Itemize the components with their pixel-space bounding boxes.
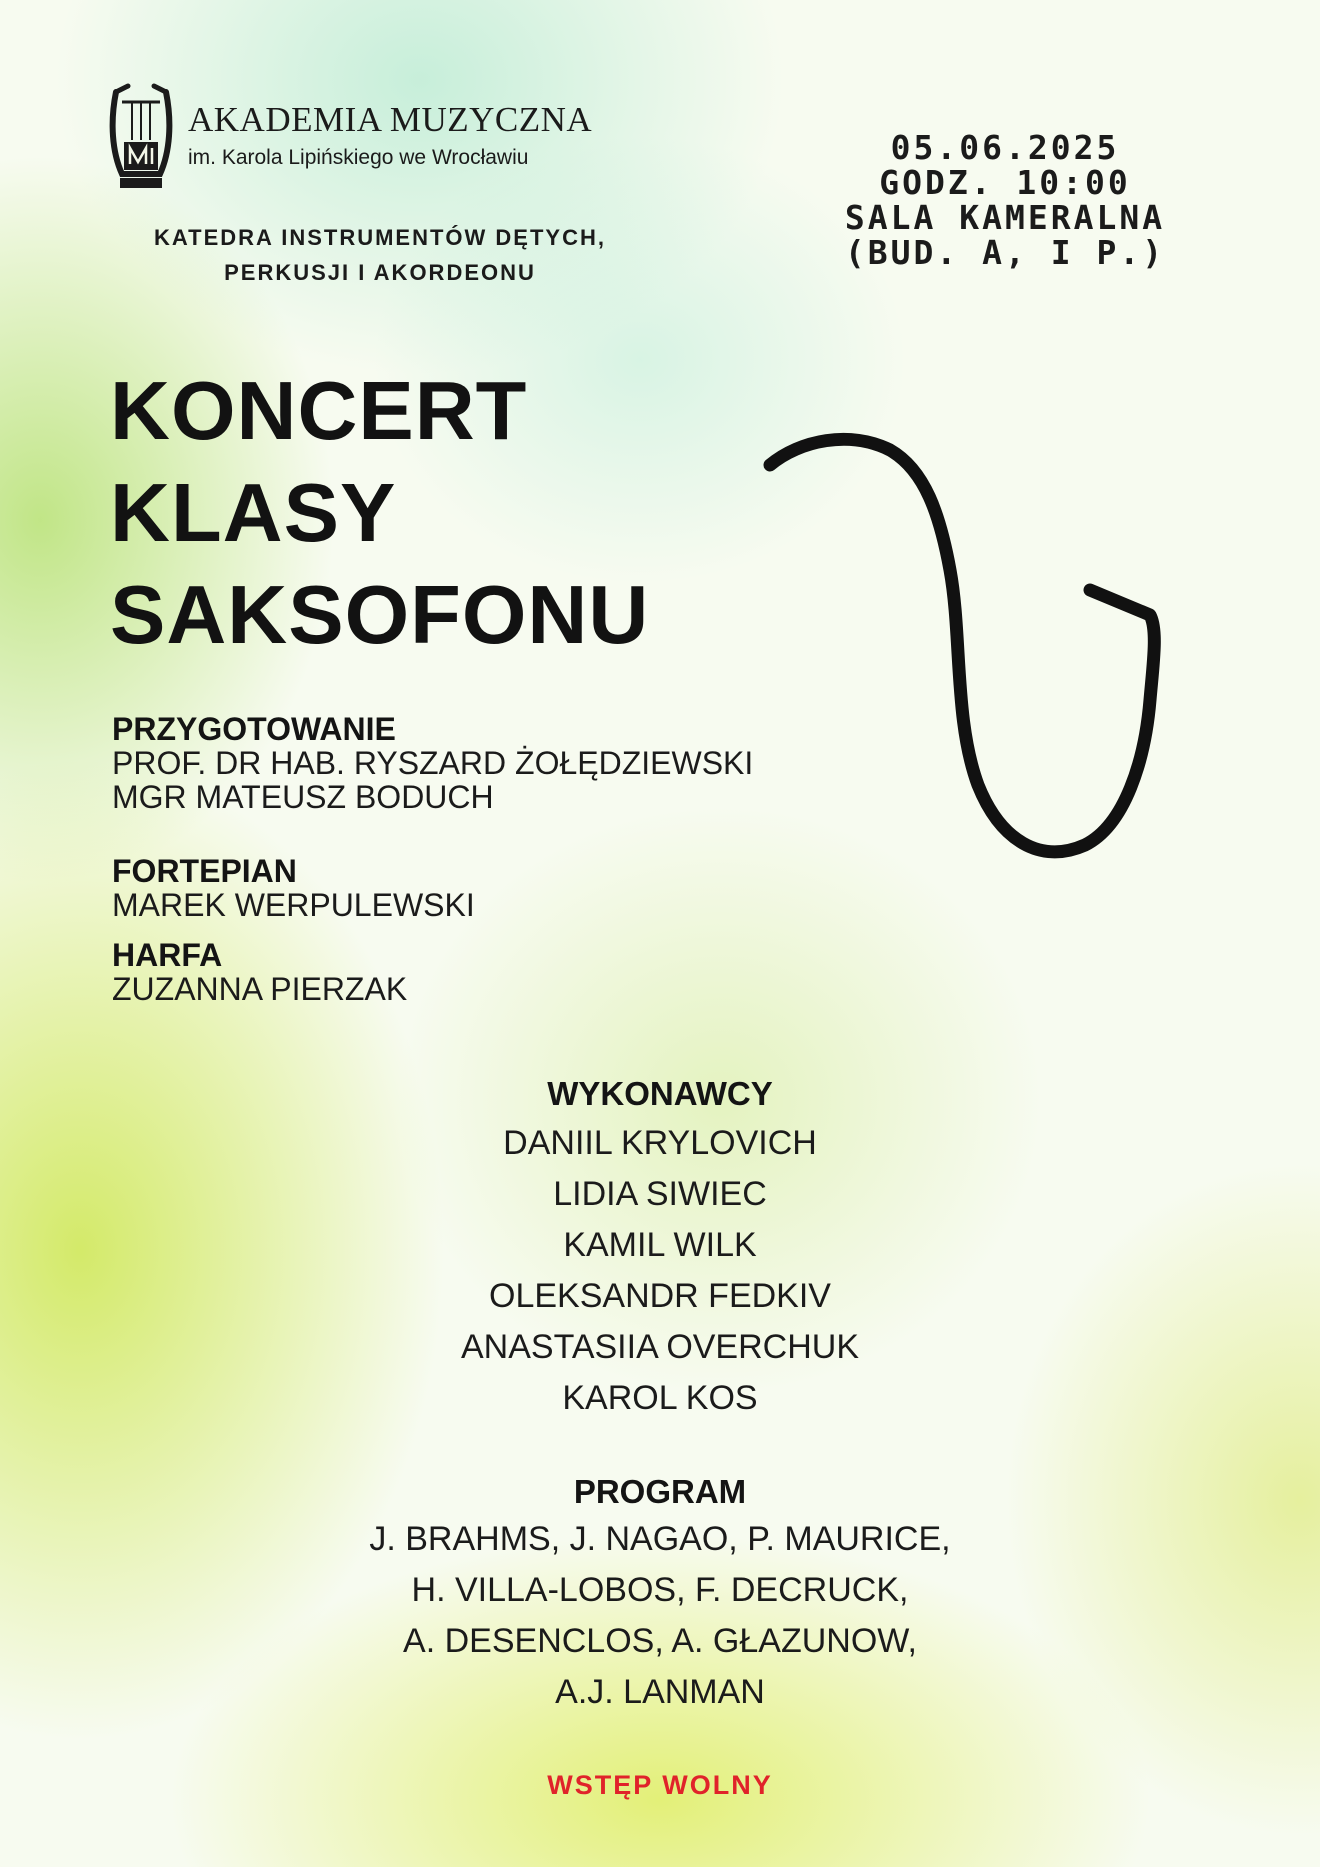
title-line: KLASY <box>110 466 397 559</box>
event-venue: SALA KAMERALNA <box>844 198 1166 237</box>
performer-name: DANIIL KRYLOVICH <box>503 1124 817 1162</box>
credits-section <box>112 712 753 1006</box>
department-line: KATEDRA INSTRUMENTÓW DĘTYCH, <box>154 225 606 250</box>
department-line: PERKUSJI I AKORDEONU <box>224 260 536 285</box>
performer-name: OLEKSANDR FEDKIV <box>489 1277 831 1315</box>
piano-name: MAREK WERPULEWSKI <box>112 887 475 923</box>
free-admission-label: WSTĘP WOLNY <box>547 1770 773 1800</box>
performer-name: KAROL KOS <box>562 1379 758 1417</box>
title-line: SAKSOFONU <box>110 568 650 661</box>
title-line: KONCERT <box>110 364 528 457</box>
piano-heading: FORTEPIAN <box>112 853 297 889</box>
lyre-icon <box>108 82 174 192</box>
performer-name: KAMIL WILK <box>563 1226 757 1264</box>
preparation-name: PROF. DR HAB. RYSZARD ŻOŁĘDZIEWSKI <box>112 745 754 781</box>
event-info <box>780 130 1230 270</box>
program-line: A.J. LANMAN <box>555 1673 765 1711</box>
performers-heading: WYKONAWCY <box>547 1075 773 1112</box>
program-section <box>200 1470 1120 1718</box>
event-time: GODZ. 10:00 <box>879 163 1131 202</box>
event-date: 05.06.2025 <box>890 128 1120 167</box>
concert-title <box>110 360 649 666</box>
program-heading: PROGRAM <box>573 1473 747 1510</box>
preparation-heading: PRZYGOTOWANIE <box>112 711 396 747</box>
program-line: J. BRAHMS, J. NAGAO, P. MAURICE, <box>369 1520 951 1558</box>
academy-name: AKADEMIA MUZYCZNA <box>188 100 593 139</box>
academy-logo <box>108 82 592 192</box>
harp-name: ZUZANNA PIERZAK <box>112 971 408 1007</box>
preparation-name: MGR MATEUSZ BODUCH <box>112 779 494 815</box>
performers-section <box>260 1070 1060 1424</box>
performer-name: LIDIA SIWIEC <box>553 1175 767 1213</box>
event-location: (BUD. A, I P.) <box>844 233 1166 272</box>
saxophone-outline-icon <box>740 420 1180 900</box>
academy-subtitle: im. Karola Lipińskiego we Wrocławiu <box>188 146 529 169</box>
program-line: A. DESENCLOS, A. GŁAZUNOW, <box>403 1622 917 1660</box>
department-name <box>80 220 680 290</box>
performer-name: ANASTASIIA OVERCHUK <box>460 1328 860 1366</box>
program-line: H. VILLA-LOBOS, F. DECRUCK, <box>411 1571 909 1609</box>
harp-heading: HARFA <box>112 937 223 973</box>
